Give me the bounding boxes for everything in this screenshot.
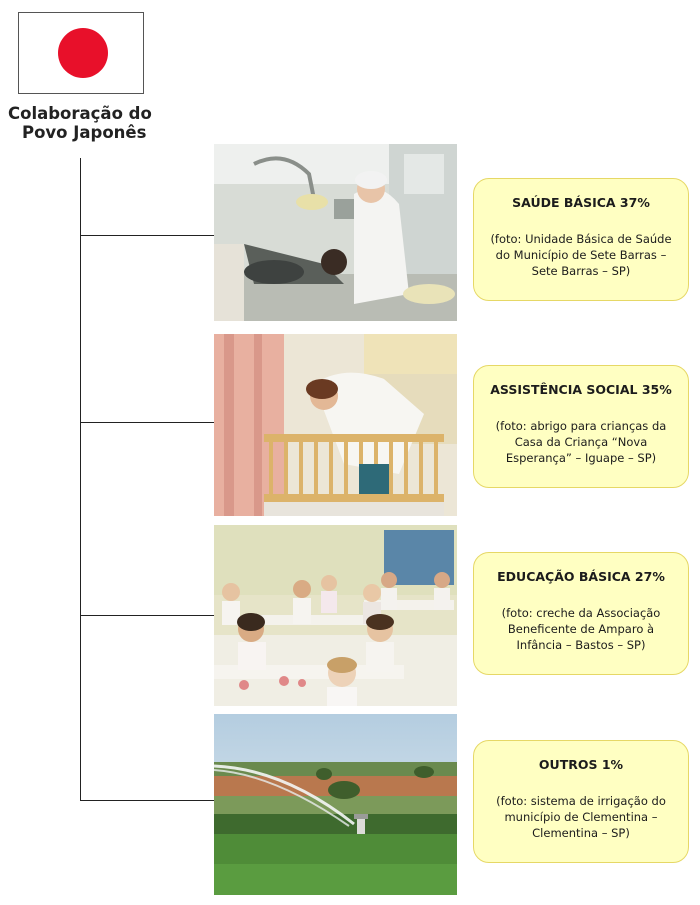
flag-red-disc [58, 28, 108, 78]
page-title [8, 104, 188, 142]
tree-trunk-line [80, 158, 81, 801]
callout-health [473, 178, 689, 301]
callout-caption: (foto: sistema de irrigação do município de Clementina – Clementina – SP) [496, 794, 666, 840]
photo-dental-clinic [214, 144, 457, 321]
photo-classroom-children [214, 525, 457, 706]
callout-other [473, 740, 689, 863]
callout-social [473, 365, 689, 488]
branch-line-other [80, 800, 216, 801]
callout-caption: (foto: Unidade Básica de Saúde do Município de Sete Barras – Sete Barras – SP) [490, 232, 672, 278]
branch-line-social [80, 422, 216, 423]
title-line-2: Povo Japonês [22, 123, 147, 142]
callout-caption: (foto: creche da Associação Beneficente de Amparo à Infância – Bastos – SP) [501, 606, 661, 652]
photo-nursery-crib [214, 334, 457, 516]
photo-farm-irrigation [214, 714, 457, 895]
callout-caption: (foto: abrigo para crianças da Casa da Criança “Nova Esperança” – Iguape – SP) [495, 419, 667, 465]
branch-line-education [80, 615, 216, 616]
callout-title: ASSISTÊNCIA SOCIAL 35% [490, 382, 672, 397]
branch-line-health [80, 235, 216, 236]
callout-title: SAÚDE BÁSICA 37% [512, 195, 650, 210]
japan-flag [18, 12, 144, 94]
callout-title: EDUCAÇÃO BÁSICA 27% [497, 569, 665, 584]
callout-title: OUTROS 1% [538, 757, 624, 772]
title-line-1: Colaboração do [8, 104, 152, 123]
callout-education [473, 552, 689, 675]
